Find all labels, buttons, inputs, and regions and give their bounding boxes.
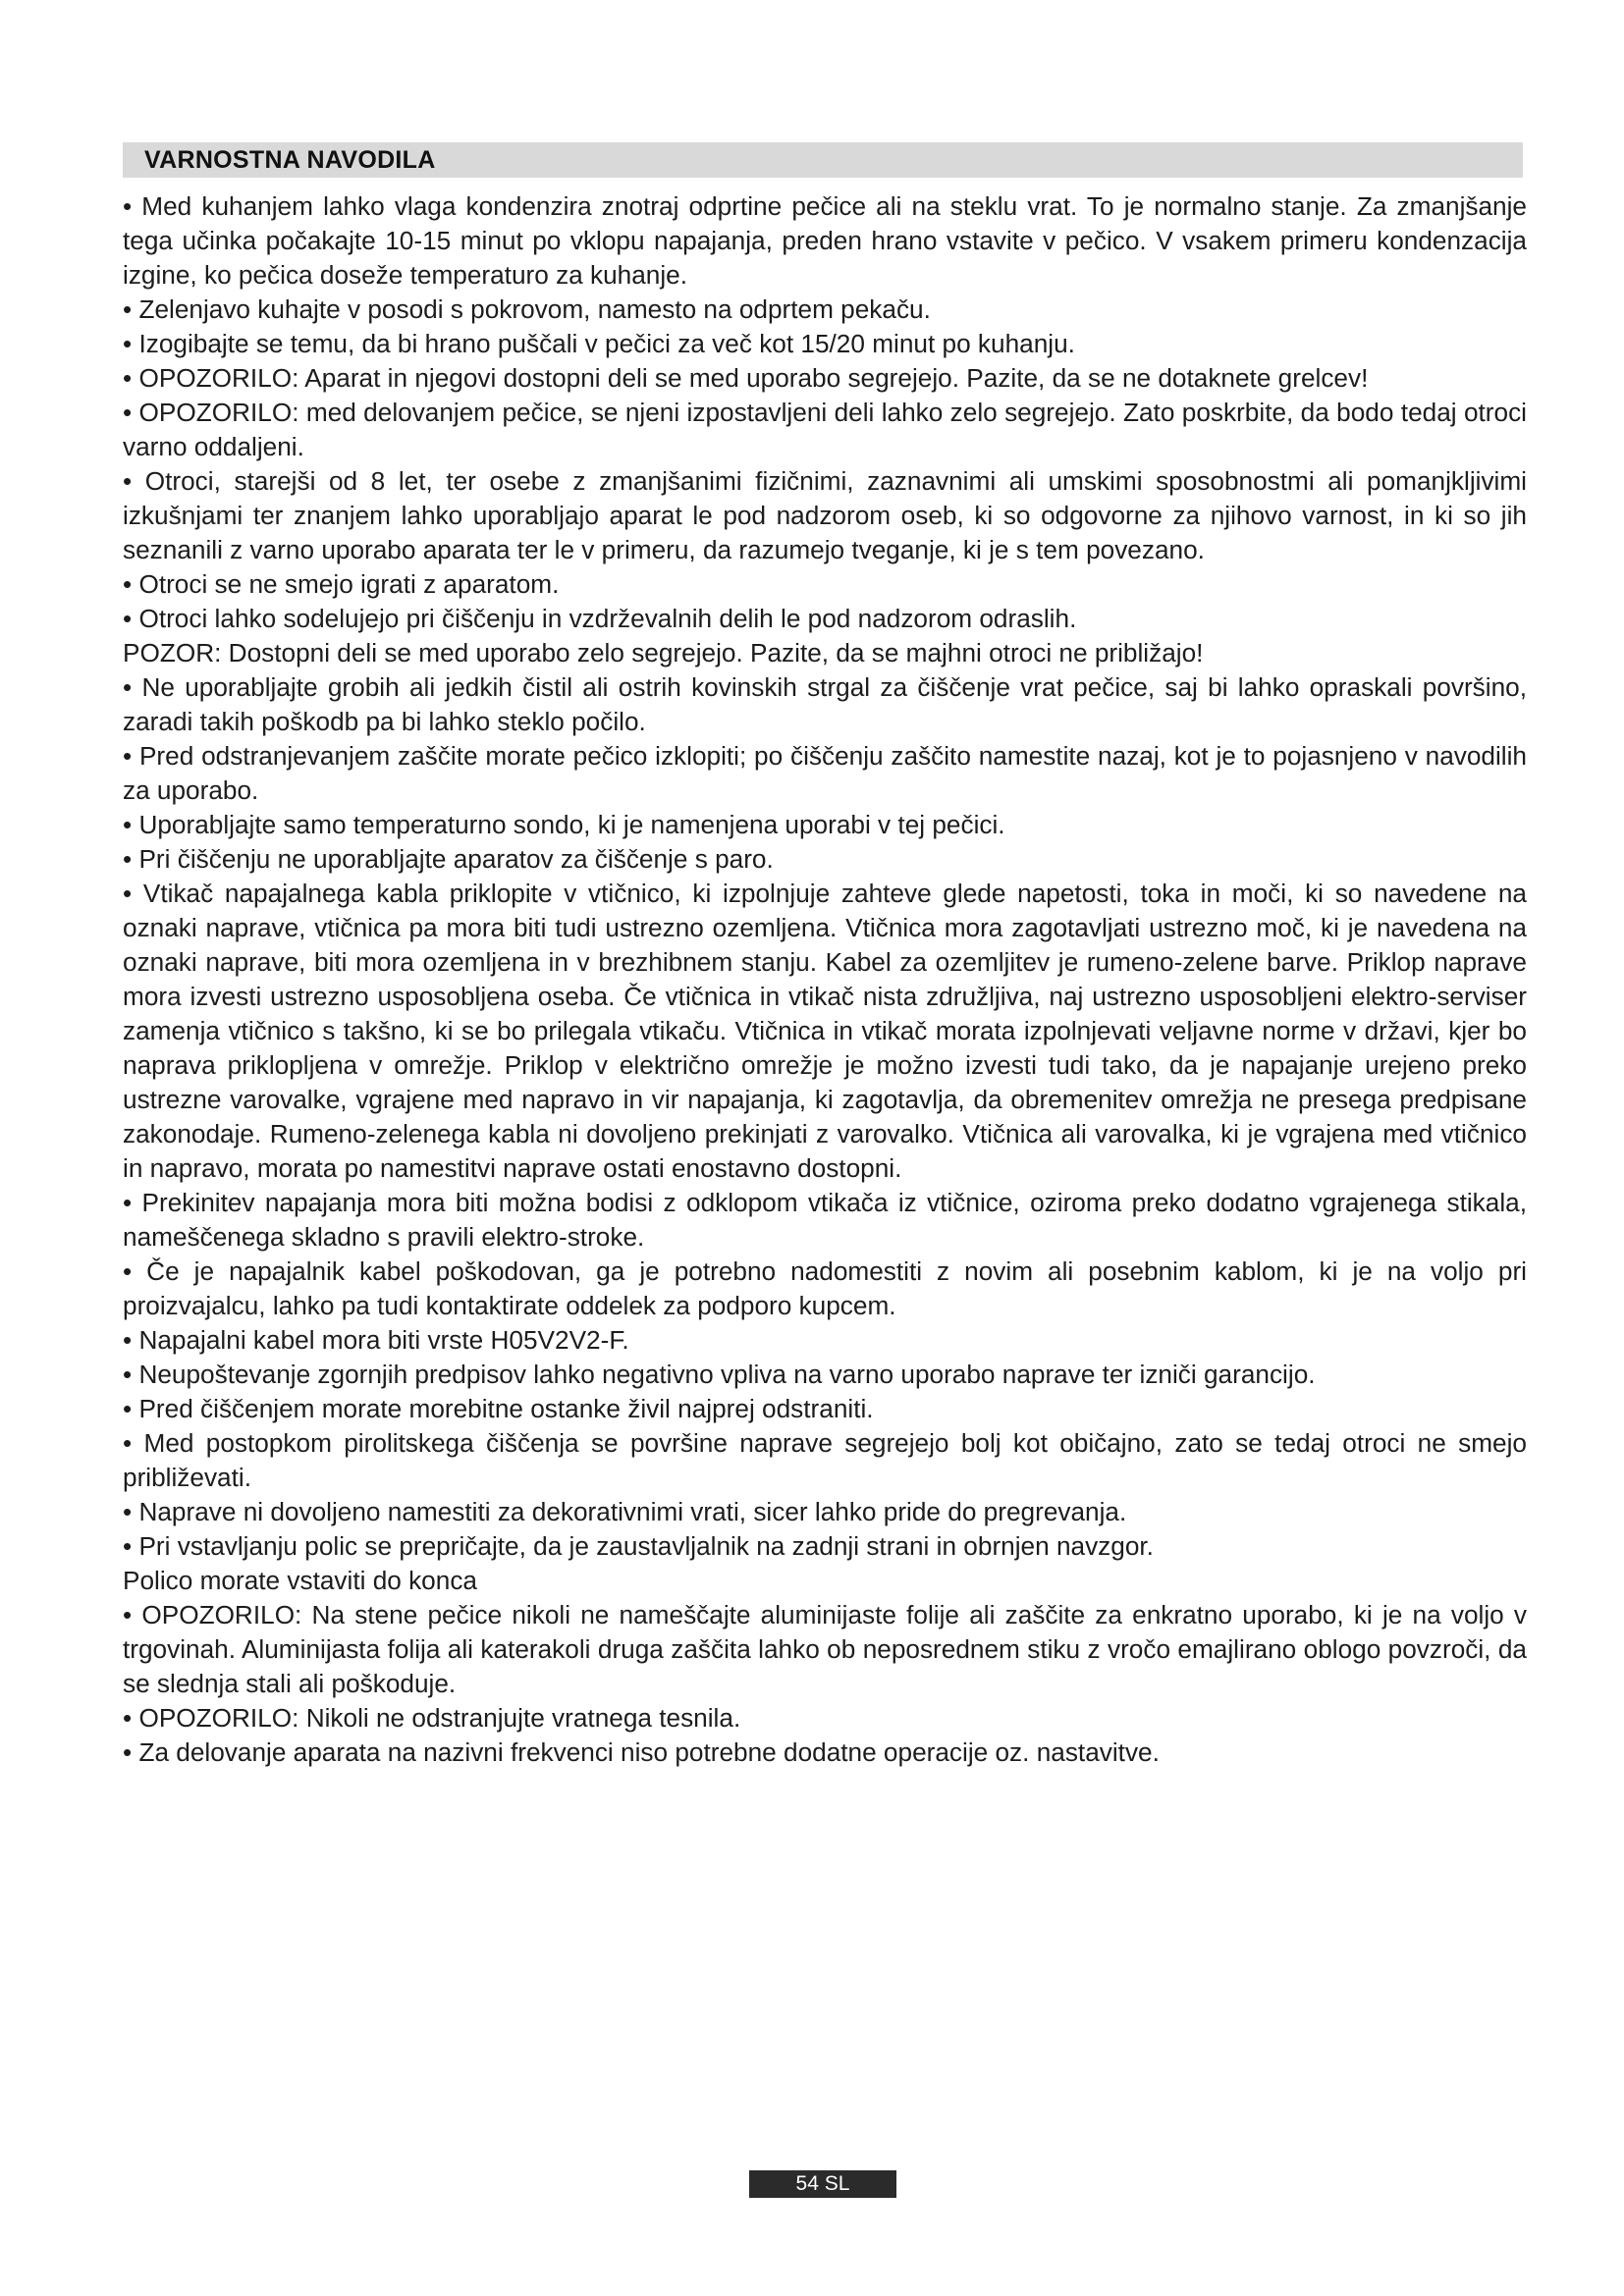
paragraph: • Prekinitev napajanja mora biti možna bodisi z odklopom vtikača iz vtičnice, oziroma preko dodatno vgrajenega stikala, nameščenega skladno s pravili elektro-stroke. (123, 1188, 1527, 1252)
paragraph: • Med postopkom pirolitskega čiščenja se površine naprave segrejejo bolj kot običajno, zato se tedaj otroci ne smejo približevati. (123, 1428, 1527, 1492)
paragraph: • Uporabljajte samo temperaturno sondo, ki je namenjena uporabi v tej pečici. (123, 810, 1005, 839)
paragraph: • Zelenjavo kuhajte v posodi s pokrovom, namesto na odprtem pekaču. (123, 294, 931, 324)
paragraph: • Če je napajalnik kabel poškodovan, ga je potrebno nadomestiti z novim ali posebnim kablom, ki je na voljo pri proizvajalcu, lahko pa tudi kontaktirate oddelek za podporo kupcem. (123, 1256, 1527, 1320)
paragraph: • Za delovanje aparata na nazivni frekvenci niso potrebne dodatne operacije oz. nastavitve. (123, 1737, 1160, 1767)
paragraph: • OPOZORILO: Nikoli ne odstranjujte vratnega tesnila. (123, 1703, 741, 1733)
paragraph: • OPOZORILO: med delovanjem pečice, se njeni izpostavljeni deli lahko zelo segrejejo. Zato poskrbite, da bodo tedaj otroci varno oddaljeni. (123, 398, 1527, 461)
paragraph: • Naprave ni dovoljeno namestiti za dekorativnimi vrati, sicer lahko pride do pregrevanja. (123, 1497, 1127, 1526)
paragraph: • Pri čiščenju ne uporabljajte aparatov za čiščenje s paro. (123, 844, 774, 874)
paragraph: • Otroci se ne smejo igrati z aparatom. (123, 569, 560, 599)
section-title: VARNOSTNA NAVODILA (123, 142, 1523, 178)
paragraph: • Pred čiščenjem morate morebitne ostanke živil najprej odstraniti. (123, 1394, 874, 1423)
paragraph: • OPOZORILO: Na stene pečice nikoli ne nameščajte aluminijaste folije ali zaščite za enkratno uporabo, ki je na voljo v trgovinah. Aluminijasta folija ali katerakoli druga zaščita lahko ob neposrednem stiku z vročo emajlirano oblogo povzroči, da se slednja stali ali poškoduje. (123, 1600, 1527, 1698)
paragraph: • Ne uporabljajte grobih ali jedkih čistil ali ostrih kovinskih strgal za čiščenje vrat pečice, saj bi lahko opraskali površino, zaradi takih poškodb pa bi lahko steklo počilo. (123, 672, 1527, 736)
paragraph: • Pred odstranjevanjem zaščite morate pečico izklopiti; po čiščenju zaščito namestite nazaj, kot je to pojasnjeno v navodilih za uporabo. (123, 741, 1527, 805)
paragraph: • Neupoštevanje zgornjih predpisov lahko negativno vpliva na varno uporabo naprave ter izniči garancijo. (123, 1360, 1316, 1389)
paragraph: • Pri vstavljanju polic se prepričajte, da je zaustavljalnik na zadnji strani in obrnjen navzgor. (123, 1531, 1154, 1561)
paragraph: Polico morate vstaviti do konca (123, 1566, 477, 1595)
paragraph: • Napajalni kabel mora biti vrste H05V2V2-F. (123, 1325, 629, 1355)
paragraph: • Otroci, starejši od 8 let, ter osebe z zmanjšanimi fizičnimi, zaznavnimi ali umskimi sposobnostmi ali pomanjkljivimi izkušnjami ter znanjem lahko uporabljajo aparat le pod nadzorom oseb, ki so odgovorne za njihovo varnost, in ki so jih seznanili z varno uporabo aparata ter le v primeru, da razumejo tveganje, ki je s tem povezano. (123, 466, 1527, 564)
paragraph: • Izogibajte se temu, da bi hrano puščali v pečici za več kot 15/20 minut po kuhanju. (123, 329, 1075, 358)
paragraph: • OPOZORILO: Aparat in njegovi dostopni deli se med uporabo segrejejo. Pazite, da se ne dotaknete grelcev! (123, 363, 1369, 393)
paragraph: • Vtikač napajalnega kabla priklopite v vtičnico, ki izpolnjuje zahteve glede napetosti, toka in moči, ki so navedene na oznaki naprave, vtičnica pa mora biti tudi ustrezno ozemljena. Vtičnica mora zagotavljati ustrezno moč, ki je navedena na oznaki naprave, biti mora ozemljena in v brezhibnem stanju. Kabel za ozemljitev je rumeno-zelene barve. Priklop naprave mora izvesti ustrezno usposobljena oseba. Če vtičnica in vtikač nista združljiva, naj ustrezno usposobljeni elektro-serviser zamenja vtičnico s takšno, ki se bo prilegala vtikaču. Vtičnica in vtikač morata izpolnjevati veljavne norme v državi, kjer bo naprava priklopljena v omrežje. Priklop v električno omrežje je možno izvesti tudi tako, da je napajanje urejeno preko ustrezne varovalke, vgrajene med napravo in vir napajanja, ki zagotavlja, da obremenitev omrežja ne presega predpisane zakonodaje. Rumeno-zelenega kabla ni dovoljeno prekinjati z varovalko. Vtičnica ali varovalka, ki je vgrajena med vtičnico in napravo, morata po namestitvi naprave ostati enostavno dostopni. (123, 879, 1527, 1183)
paragraph: • Med kuhanjem lahko vlaga kondenzira znotraj odprtine pečice ali na steklu vrat. To je normalno stanje. Za zmanjšanje tega učinka počakajte 10-15 minut po vklopu napajanja, preden hrano vstavite v pečico. V vsakem primeru kondenzacija izgine, ko pečica doseže temperaturo za kuhanje. (123, 191, 1527, 290)
safety-instructions-body (123, 189, 1527, 1770)
warning-paragraph: POZOR: Dostopni deli se med uporabo zelo segrejejo. Pazite, da se majhni otroci ne približajo! (123, 638, 1204, 667)
paragraph: • Otroci lahko sodelujejo pri čiščenju in vzdrževalnih delih le pod nadzorom odraslih. (123, 604, 1077, 633)
page-number: 54 SL (749, 2170, 896, 2198)
